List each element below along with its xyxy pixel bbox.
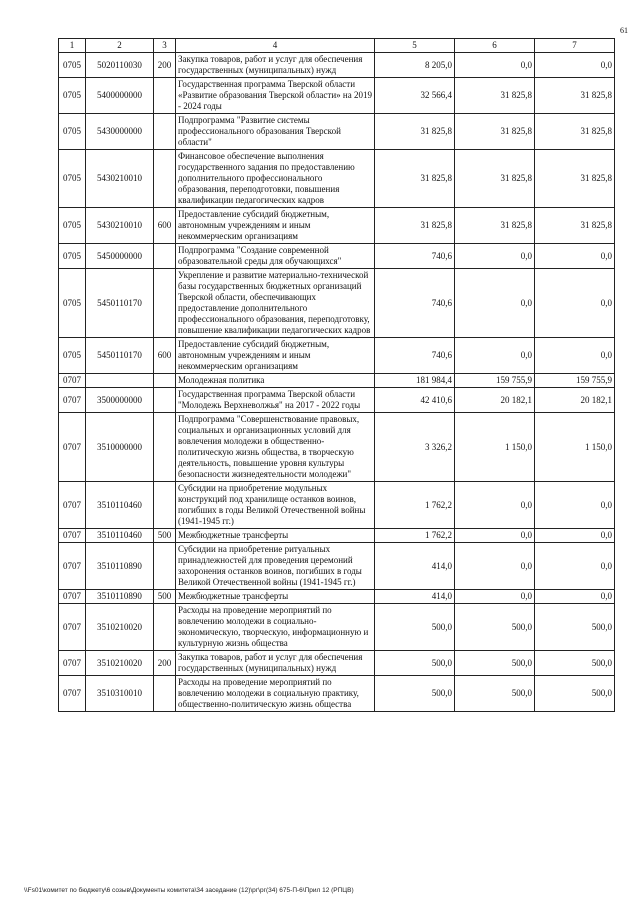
target-article-cell: 5430000000 [86,114,154,150]
section-code-cell: 0707 [59,529,86,543]
section-code-cell: 0707 [59,676,86,712]
expense-type-cell: 200 [154,53,176,78]
amount-cell: 500,0 [375,676,455,712]
amount-cell: 1 762,2 [375,529,455,543]
amount-cell: 20 182,1 [535,388,615,413]
amount-cell: 0,0 [535,482,615,529]
expense-type-cell [154,114,176,150]
table-row [59,53,615,78]
amount-cell: 31 825,8 [455,208,535,244]
table-row [59,413,615,482]
amount-cell: 0,0 [535,269,615,338]
section-code-cell: 0705 [59,269,86,338]
table-row [59,114,615,150]
target-article-cell: 3510210020 [86,604,154,651]
expense-type-cell: 200 [154,651,176,676]
amount-cell: 31 825,8 [535,114,615,150]
amount-cell: 414,0 [375,543,455,590]
section-code-cell: 0707 [59,388,86,413]
file-path-footer: \\Fs01\комитет по бюджету\6 созыв\Документы комитета\34 заседание (12)\рг\рг(34) 675-П-6\Прил 12 (РПЦВ) [24,887,354,894]
table-row [59,604,615,651]
description-cell: Закупка товаров, работ и услуг для обеспечения государственных (муниципальных) нужд [176,651,375,676]
amount-cell: 0,0 [455,338,535,374]
section-code-cell: 0705 [59,78,86,114]
target-article-cell: 5450110170 [86,338,154,374]
target-article-cell: 5430210010 [86,208,154,244]
amount-cell: 500,0 [535,651,615,676]
table-row [59,388,615,413]
section-code-cell: 0705 [59,53,86,78]
description-cell: Межбюджетные трансферты [176,529,375,543]
section-code-cell: 0705 [59,208,86,244]
table-row [59,244,615,269]
table-header-row [59,39,615,53]
description-cell: Подпрограмма "Совершенствование правовых, социальных и организационных условий для вовлечения молодежи в общественно-политическую жизнь общества, в творческую деятельность, повышение уровня культуры безопасности жизнедеятельности молодежи" [176,413,375,482]
amount-cell: 20 182,1 [455,388,535,413]
expense-type-cell [154,604,176,651]
expense-type-cell [154,543,176,590]
amount-cell: 1 150,0 [455,413,535,482]
description-cell: Предоставление субсидий бюджетным, автономным учреждениям и иным некоммерческим организациям [176,208,375,244]
amount-cell: 500,0 [535,604,615,651]
amount-cell: 500,0 [455,604,535,651]
amount-cell: 0,0 [535,543,615,590]
target-article-cell: 3510110890 [86,543,154,590]
amount-cell: 0,0 [455,269,535,338]
table-row [59,269,615,338]
description-cell: Расходы на проведение мероприятий по вовлечению молодежи в социальную практику, общественно-политическую жизнь общества [176,676,375,712]
target-article-cell: 3510110460 [86,482,154,529]
amount-cell: 0,0 [455,53,535,78]
header-col-3: 3 [154,39,176,53]
amount-cell: 500,0 [535,676,615,712]
expense-type-cell [154,388,176,413]
section-code-cell: 0705 [59,244,86,269]
target-article-cell: 3510210020 [86,651,154,676]
amount-cell: 31 825,8 [455,114,535,150]
table-row [59,150,615,208]
description-cell: Укрепление и развитие материально-технической базы государственных бюджетных организаций Тверской области, обеспечивающих предоставление дополнительного профессионального образования, переподготовку, повышение квалификации педагогических кадров [176,269,375,338]
amount-cell: 0,0 [535,338,615,374]
header-col-1: 1 [59,39,86,53]
table-row [59,651,615,676]
section-code-cell: 0707 [59,604,86,651]
table-row [59,590,615,604]
expense-type-cell [154,269,176,338]
target-article-cell: 3510110890 [86,590,154,604]
table-row [59,338,615,374]
expense-type-cell [154,413,176,482]
amount-cell: 0,0 [535,529,615,543]
table-row [59,676,615,712]
amount-cell: 31 825,8 [375,208,455,244]
target-article-cell: 5020110030 [86,53,154,78]
description-cell: Финансовое обеспечение выполнения государственного задания по предоставлению дополнительного профессионального образования, переподготовки, повышения квалификации педагогических кадров [176,150,375,208]
expense-type-cell: 600 [154,208,176,244]
section-code-cell: 0707 [59,651,86,676]
expense-type-cell [154,78,176,114]
amount-cell: 0,0 [455,529,535,543]
description-cell: Молодежная политика [176,374,375,388]
amount-cell: 0,0 [455,482,535,529]
amount-cell: 31 825,8 [535,78,615,114]
expense-type-cell: 500 [154,529,176,543]
header-col-4: 4 [176,39,375,53]
target-article-cell: 5450110170 [86,269,154,338]
amount-cell: 0,0 [535,53,615,78]
expense-type-cell: 500 [154,590,176,604]
amount-cell: 0,0 [535,590,615,604]
amount-cell: 1 762,2 [375,482,455,529]
amount-cell: 42 410,6 [375,388,455,413]
table-row [59,543,615,590]
amount-cell: 0,0 [455,590,535,604]
target-article-cell: 3500000000 [86,388,154,413]
target-article-cell: 3510110460 [86,529,154,543]
amount-cell: 0,0 [455,543,535,590]
expense-type-cell [154,482,176,529]
amount-cell: 159 755,9 [455,374,535,388]
header-col-7: 7 [535,39,615,53]
amount-cell: 31 825,8 [535,208,615,244]
header-col-2: 2 [86,39,154,53]
description-cell: Субсидии на приобретение ритуальных принадлежностей для проведения церемоний захоронения останков воинов, погибших в годы Великой Отечественной войны (1941-1945 гг.) [176,543,375,590]
expense-type-cell [154,244,176,269]
table-row [59,482,615,529]
amount-cell: 414,0 [375,590,455,604]
amount-cell: 3 326,2 [375,413,455,482]
amount-cell: 31 825,8 [375,150,455,208]
amount-cell: 31 825,8 [455,78,535,114]
description-cell: Государственная программа Тверской области «Развитие образования Тверской области» на 2019 - 2024 годы [176,78,375,114]
target-article-cell: 3510310010 [86,676,154,712]
expense-type-cell: 600 [154,338,176,374]
table-body [59,53,615,712]
table-row [59,374,615,388]
section-code-cell: 0705 [59,338,86,374]
target-article-cell [86,374,154,388]
amount-cell: 181 984,4 [375,374,455,388]
target-article-cell: 5450000000 [86,244,154,269]
page-number: 61 [620,26,628,35]
amount-cell: 740,6 [375,269,455,338]
description-cell: Государственная программа Тверской области "Молодежь Верхневолжья" на 2017 - 2022 годы [176,388,375,413]
description-cell: Закупка товаров, работ и услуг для обеспечения государственных (муниципальных) нужд [176,53,375,78]
amount-cell: 8 205,0 [375,53,455,78]
section-code-cell: 0707 [59,590,86,604]
expense-type-cell [154,676,176,712]
table-row [59,208,615,244]
table-row [59,529,615,543]
amount-cell: 31 825,8 [455,150,535,208]
budget-table [58,38,615,712]
header-col-6: 6 [455,39,535,53]
amount-cell: 740,6 [375,244,455,269]
amount-cell: 1 150,0 [535,413,615,482]
amount-cell: 0,0 [535,244,615,269]
description-cell: Субсидии на приобретение модульных конструкций под хранилище останков воинов, погибших в годы Великой Отечественной войны (1941-1945 гг.) [176,482,375,529]
expense-type-cell [154,374,176,388]
amount-cell: 0,0 [455,244,535,269]
section-code-cell: 0707 [59,543,86,590]
description-cell: Предоставление субсидий бюджетным, автономным учреждениям и иным некоммерческим организациям [176,338,375,374]
amount-cell: 31 825,8 [535,150,615,208]
target-article-cell: 3510000000 [86,413,154,482]
section-code-cell: 0707 [59,374,86,388]
description-cell: Расходы на проведение мероприятий по вовлечению молодежи в социально-экономическую, творческую, информационную и культурную жизнь общества [176,604,375,651]
section-code-cell: 0705 [59,150,86,208]
amount-cell: 500,0 [375,651,455,676]
amount-cell: 32 566,4 [375,78,455,114]
expense-type-cell [154,150,176,208]
amount-cell: 31 825,8 [375,114,455,150]
amount-cell: 500,0 [455,651,535,676]
section-code-cell: 0707 [59,413,86,482]
description-cell: Подпрограмма "Создание современной образовательной среды для обучающихся" [176,244,375,269]
description-cell: Подпрограмма "Развитие системы профессионального образования Тверской области" [176,114,375,150]
section-code-cell: 0705 [59,114,86,150]
amount-cell: 740,6 [375,338,455,374]
target-article-cell: 5430210010 [86,150,154,208]
amount-cell: 500,0 [375,604,455,651]
target-article-cell: 5400000000 [86,78,154,114]
description-cell: Межбюджетные трансферты [176,590,375,604]
table-row [59,78,615,114]
section-code-cell: 0707 [59,482,86,529]
header-col-5: 5 [375,39,455,53]
amount-cell: 500,0 [455,676,535,712]
amount-cell: 159 755,9 [535,374,615,388]
